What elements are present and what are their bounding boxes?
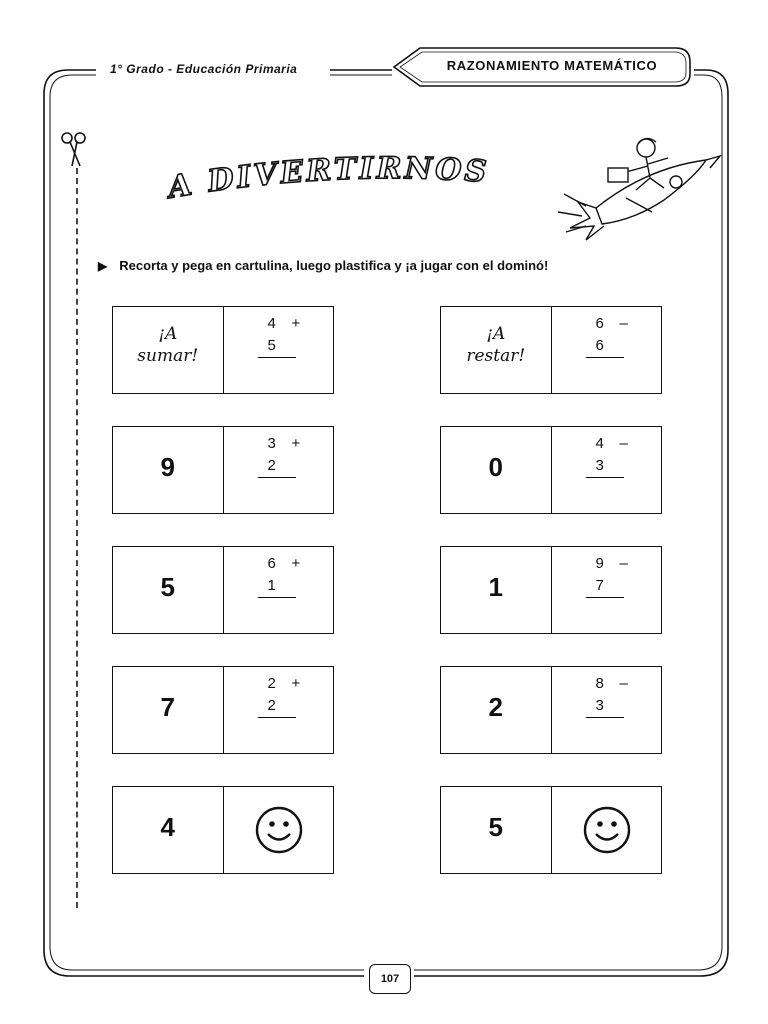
answer-line [586, 477, 624, 478]
domino-card [112, 426, 334, 514]
domino-card [112, 306, 334, 394]
answer-line [258, 477, 296, 478]
operand-bottom: 6 [595, 337, 604, 354]
operand-top: 4 [267, 315, 276, 332]
operand-top: 9 [595, 555, 604, 572]
domino-number: 2 [488, 692, 503, 722]
operand-bottom: 5 [267, 337, 276, 354]
answer-line [586, 597, 624, 598]
operand-bottom: 7 [595, 577, 604, 594]
domino-right-half [552, 667, 662, 753]
domino-right-half [552, 787, 662, 873]
answer-line [258, 717, 296, 718]
answer-line [258, 357, 296, 358]
cut-line [76, 168, 78, 908]
subject-tab [392, 46, 692, 88]
domino-number: 5 [488, 812, 503, 842]
domino-left-half [441, 667, 552, 753]
domino-right-half [224, 787, 334, 873]
domino-right-half [552, 427, 662, 513]
grade-label: 1° Grado - Educación Primaria [110, 62, 298, 76]
domino-label: ¡A sumar! [137, 324, 199, 366]
domino-card [440, 426, 662, 514]
operator-sign: + [291, 675, 301, 692]
domino-right-half [224, 547, 334, 633]
domino-card [112, 786, 334, 874]
domino-right-half [224, 667, 334, 753]
domino-card [112, 546, 334, 634]
instruction-text [98, 258, 548, 273]
operator-sign: – [619, 675, 628, 692]
operator-sign: – [619, 435, 628, 452]
domino-number: 4 [160, 812, 175, 842]
domino-right-half [552, 307, 662, 393]
operator-sign: – [619, 555, 628, 572]
operator-sign: – [619, 315, 628, 332]
svg-text:A DIVERTIRNOS: A DIVERTIRNOS [165, 151, 491, 206]
play-arrow-icon: ▶ [98, 259, 108, 273]
domino-left-half [441, 787, 552, 873]
domino-left-half [441, 307, 552, 393]
operator-sign: + [291, 435, 301, 452]
domino-number: 5 [160, 572, 175, 602]
smiley-face-icon [582, 805, 632, 855]
domino-left-half [113, 787, 224, 873]
domino-left-half [113, 667, 224, 753]
operand-top: 6 [595, 315, 604, 332]
domino-number: 1 [488, 572, 503, 602]
operand-bottom: 1 [267, 577, 276, 594]
answer-line [258, 597, 296, 598]
domino-left-half [441, 547, 552, 633]
subject-title: RAZONAMIENTO MATEMÁTICO [446, 58, 658, 73]
operand-top: 4 [595, 435, 604, 452]
domino-label: ¡A restar! [466, 324, 526, 366]
smiley-face-icon [254, 805, 304, 855]
domino-number: 0 [488, 452, 503, 482]
page-title [160, 148, 540, 218]
scissors-icon [58, 130, 94, 170]
page-number: 107 [369, 964, 411, 994]
operand-bottom: 3 [595, 697, 604, 714]
domino-card [112, 666, 334, 754]
operand-top: 2 [267, 675, 276, 692]
domino-number: 9 [160, 452, 175, 482]
operand-top: 6 [267, 555, 276, 572]
instruction-label: Recorta y pega en cartulina, luego plastifica y ¡a jugar con el dominó! [119, 258, 549, 273]
domino-left-half [441, 427, 552, 513]
domino-right-half [224, 307, 334, 393]
domino-card [440, 306, 662, 394]
domino-right-half [224, 427, 334, 513]
operand-bottom: 2 [267, 457, 276, 474]
answer-line [586, 717, 624, 718]
operand-top: 8 [595, 675, 604, 692]
domino-card [440, 546, 662, 634]
operand-bottom: 2 [267, 697, 276, 714]
operand-top: 3 [267, 435, 276, 452]
domino-left-half [113, 547, 224, 633]
domino-card [440, 666, 662, 754]
domino-card [440, 786, 662, 874]
rocket-boy-illustration [556, 128, 722, 244]
answer-line [586, 357, 624, 358]
operator-sign: + [291, 315, 301, 332]
domino-right-half [552, 547, 662, 633]
domino-number: 7 [160, 692, 175, 722]
operator-sign: + [291, 555, 301, 572]
domino-left-half [113, 427, 224, 513]
operand-bottom: 3 [595, 457, 604, 474]
domino-left-half [113, 307, 224, 393]
